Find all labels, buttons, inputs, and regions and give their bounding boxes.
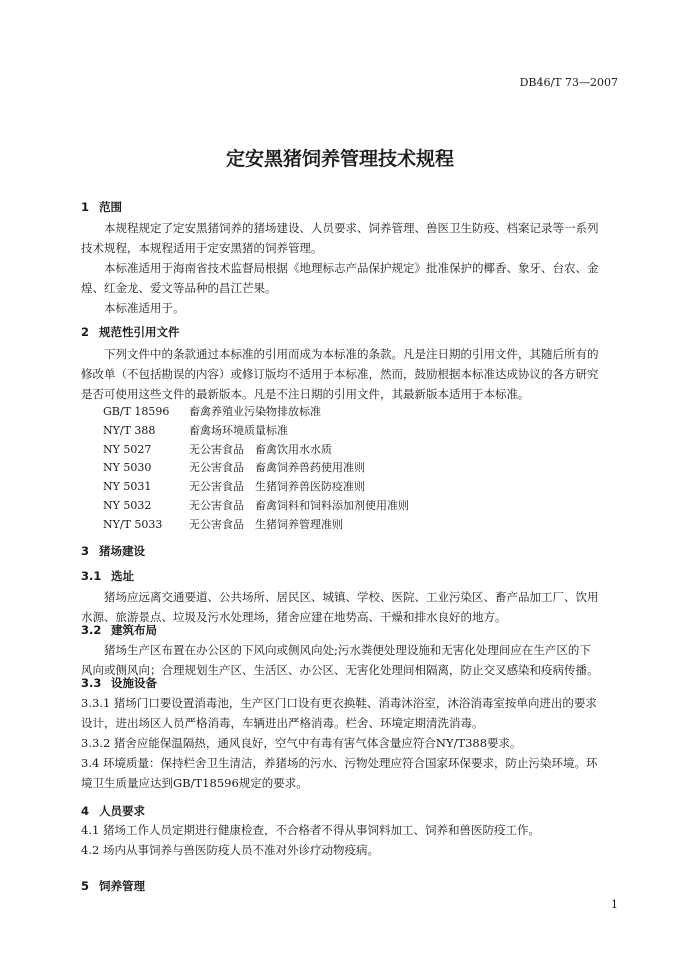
reference-title: 无公害食品 畜禽饲养兽药使用准则	[189, 461, 365, 475]
section-title: 猪场建设	[99, 544, 145, 558]
subsection-3-2-heading	[81, 622, 157, 638]
section-number: 5	[81, 879, 90, 893]
paragraph-line: 猪场应远离交通要道、公共场所、居民区、城镇、学校、医院、工业污染区、畜产品加工厂、饮用	[81, 590, 599, 604]
section-number: 2	[81, 325, 90, 339]
section-title: 规范性引用文件	[99, 325, 180, 339]
page-title: 定安黑猪饲养管理技术规程	[225, 148, 454, 170]
reference-code: NY 5031	[103, 480, 152, 494]
paragraph-line: 3.3.1 猪场门口要设置消毒池，生产区门口设有更衣换鞋、消毒沐浴室，沐浴消毒室按单向进出的要求	[81, 696, 597, 710]
paragraph-line: 4.1 猪场工作人员定期进行健康检查，不合格者不得从事饲料加工、饲养和兽医防疫工作。	[81, 823, 540, 837]
subsection-title: 设施设备	[111, 676, 157, 690]
paragraph-line: 境卫生质量应达到GB/T18596规定的要求。	[81, 776, 308, 790]
reference-row	[103, 478, 409, 497]
reference-title: 无公害食品 畜禽饮用水水质	[189, 442, 332, 456]
reference-row	[103, 459, 409, 478]
section-title: 饲养管理	[99, 879, 145, 893]
paragraph-line: 是否可使用这些文件的最新版本。凡是不注日期的引用文件，其最新版本适用于本标准。	[81, 387, 530, 401]
paragraph-line: 猪场生产区布置在办公区的下风向或侧风向处;污水粪便处理设施和无害化处理间应在生产区的下	[81, 643, 591, 657]
paragraph-line: 4.2 场内从事饲养与兽医防疫人员不准对外诊疗动物疫病。	[81, 843, 379, 857]
paragraph-line: 本规程规定了定安黑猪饲养的猪场建设、人员要求、饲养管理、兽医卫生防疫、档案记录等一系列	[81, 221, 599, 235]
subsection-title: 选址	[111, 569, 134, 583]
section-5-heading	[81, 878, 145, 894]
reference-code: NY/T 5033	[103, 517, 163, 531]
section-number: 1	[81, 200, 90, 214]
reference-title: 畜禽养殖业污染物排放标准	[189, 405, 321, 418]
section-3-heading	[81, 543, 145, 559]
section-4-heading	[81, 803, 145, 819]
subsection-3-2-body	[81, 640, 618, 680]
page-number: 1	[611, 898, 618, 911]
section-1-body	[81, 218, 618, 318]
subsection-3-3-heading	[81, 675, 157, 691]
paragraph-line: 3.3.2 猪舍应能保温隔热，通风良好，空气中有毒有害气体含量应符合NY/T388要求。	[81, 736, 522, 750]
reference-row	[103, 422, 409, 441]
paragraph-line: 本标准适用于海南省技术监督局根据《地理标志产品保护规定》批准保护的椰香、象牙、台农、金	[81, 261, 599, 275]
section-title: 范围	[99, 200, 122, 214]
reference-row	[103, 497, 409, 516]
paragraph-line: 技术规程，本规程适用于定安黑猪的饲养管理。	[81, 241, 323, 255]
reference-code: NY/T 388	[103, 423, 156, 437]
section-number: 3	[81, 544, 90, 558]
paragraph-line: 修改单（不包括勘误的内容）或修订版均不适用于本标准，然而，鼓励根据本标准达成协议的各方研究	[81, 367, 599, 381]
document-number: DB46/T 73—2007	[519, 76, 618, 89]
reference-title: 无公害食品 生猪饲养管理准则	[189, 517, 343, 531]
subsection-3-3-body	[81, 693, 618, 793]
section-2-body	[81, 344, 618, 404]
reference-row	[103, 516, 409, 535]
subsection-number: 3.1	[81, 569, 102, 583]
paragraph-line: 煌、红金龙、爱文等品种的昌江芒果。	[81, 281, 277, 295]
paragraph-line: 本标准适用于。	[81, 301, 185, 315]
paragraph-line: 下列文件中的条款通过本标准的引用而成为本标准的条款。凡是注日期的引用文件，其随后所有的	[81, 347, 599, 361]
reference-row	[103, 403, 409, 422]
reference-code: NY 5027	[103, 442, 152, 456]
subsection-3-1-heading	[81, 568, 134, 584]
reference-code: GB/T 18596	[103, 405, 170, 418]
reference-title: 畜禽场环境质量标准	[189, 423, 288, 437]
reference-code: NY 5032	[103, 498, 152, 512]
paragraph-line: 3.4 环境质量：保持栏舍卫生清洁，养猪场的污水、污物处理应符合国家环保要求，防止污染环境。环	[81, 756, 598, 770]
section-title: 人员要求	[99, 804, 145, 818]
reference-title: 无公害食品 生猪饲养兽医防疫准则	[189, 480, 365, 494]
reference-code: NY 5030	[103, 461, 152, 475]
subsection-3-1-body	[81, 587, 618, 627]
subsection-title: 建筑布局	[111, 623, 157, 637]
section-4-body	[81, 820, 618, 860]
section-number: 4	[81, 804, 90, 818]
subsection-number: 3.3	[81, 676, 102, 690]
section-2-heading	[81, 324, 180, 340]
paragraph-line: 水源、旅游景点、垃圾及污水处理场，猪舍应建在地势高、干燥和排水良好的地方。	[81, 610, 507, 624]
reference-row	[103, 441, 409, 460]
subsection-number: 3.2	[81, 623, 102, 637]
section-1-heading	[81, 199, 122, 215]
paragraph-line: 风向或侧风向；合理规划生产区、生活区、办公区、无害化处理间相隔离，防止交叉感染和疫病传播。	[81, 663, 599, 677]
paragraph-line: 设计，进出场区人员严格消毒，车辆进出严格消毒。栏舍、环境定期清洗消毒。	[81, 716, 484, 730]
reference-title: 无公害食品 畜禽饲料和饲料添加剂使用准则	[189, 498, 409, 512]
normative-references-list	[103, 403, 409, 535]
